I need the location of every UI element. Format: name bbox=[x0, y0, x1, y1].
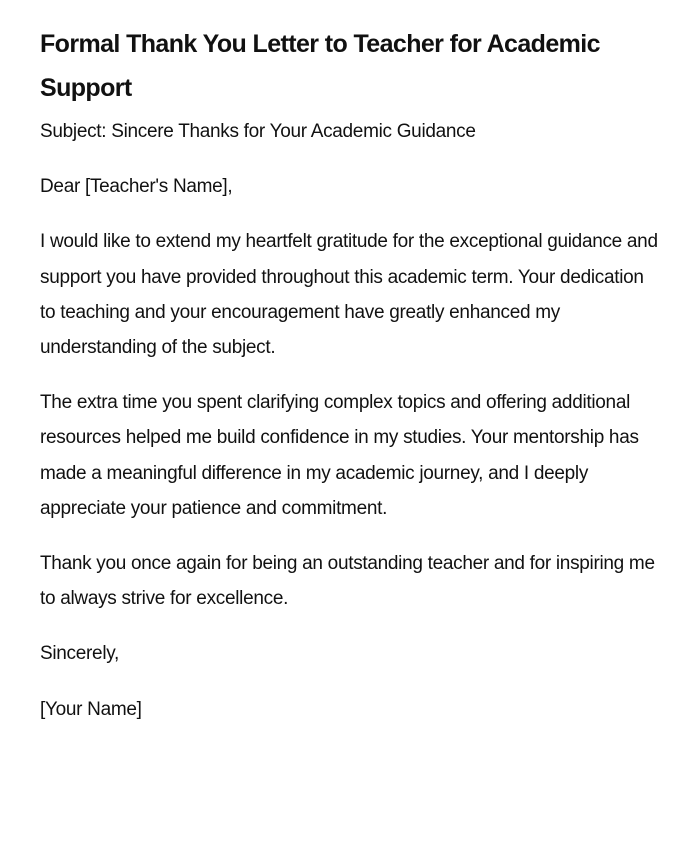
letter-salutation: Dear [Teacher's Name], bbox=[40, 176, 233, 198]
letter-paragraph-2: The extra time you spent clarifying complex topics and offering additional resources helped me build confidence in my studies. Your mentorship has made a meaningful difference in my academic journey, and I deeply appreciate your patience and commitment. bbox=[40, 392, 639, 519]
letter-closing: Sincerely, bbox=[40, 643, 120, 665]
document-title: Formal Thank You Letter to Teacher for Academic Support bbox=[40, 30, 600, 102]
letter-paragraph-1: I would like to extend my heartfelt gratitude for the exceptional guidance and support you have provided throughout this academic term. Your dedication to teaching and your encouragement have greatly enhanced my understanding of the subject. bbox=[40, 231, 658, 359]
letter-subject: Subject: Sincere Thanks for Your Academic Guidance bbox=[40, 121, 476, 142]
letter-signature: [Your Name] bbox=[40, 698, 142, 720]
letter-paragraph-3: Thank you once again for being an outstanding teacher and for inspiring me to always strive for excellence. bbox=[40, 553, 655, 610]
